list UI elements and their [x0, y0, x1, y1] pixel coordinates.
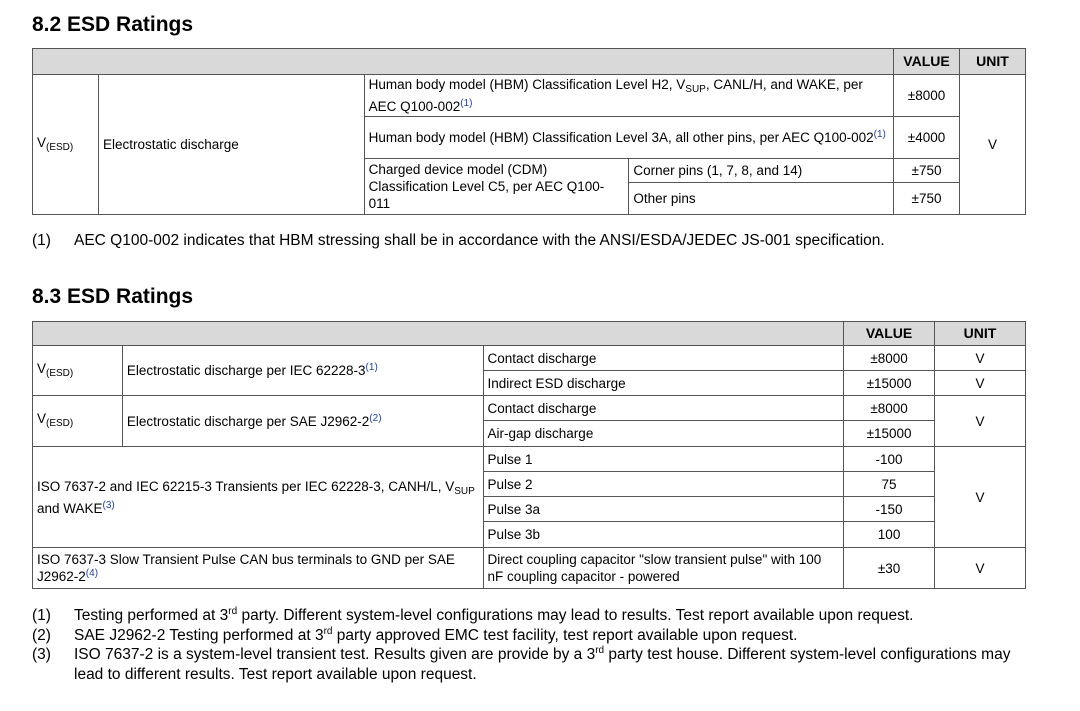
footnote-ref[interactable]: (2): [369, 412, 382, 424]
table-header-row: [33, 49, 1026, 75]
parameter-cell: ISO 7637-2 and IEC 62215-3 Transients per IEC 62228-3, CANH/L, $V_{SUP}$ and WAKE$^{(3)}$: [33, 447, 484, 548]
section-title-8-2: 8.2 ESD Ratings: [32, 13, 194, 36]
pins-cell: Corner pins (1, 7, 8, and 14): [629, 159, 894, 183]
header-unit: UNIT: [960, 49, 1026, 75]
value-cell: -100: [844, 447, 935, 472]
parameter-cell: Electrostatic discharge per SAE J2962-2$^{(2)}$: [122, 396, 483, 447]
footnote-item: (2) SAE J2962-2 Testing performed at 3rd party approved EMC test facility, test report available upon request.: [32, 625, 798, 644]
footnote-item: (1) Testing performed at 3rd party. Different system-level configurations may lead to results. Test report available upon request.: [32, 606, 914, 624]
value-cell: 75: [844, 472, 935, 497]
footnote-item: (1) AEC Q100-002 indicates that HBM stressing shall be in accordance with the ANSI/ESDA/JEDEC JS-001 specification.: [32, 232, 885, 249]
header-value: VALUE: [844, 322, 935, 346]
pins-cell: Other pins: [629, 183, 894, 215]
symbol-cell: $V_{(ESD)}$: [33, 396, 123, 447]
condition-cell: Human body model (HBM) Classification Level 3A, all other pins, per AEC Q100-002$^{(1)}$: [364, 117, 893, 159]
value-cell: ±8000: [894, 75, 960, 117]
header-unit: UNIT: [935, 322, 1026, 346]
value-cell: -150: [844, 497, 935, 522]
parameter-cell: ISO 7637-3 Slow Transient Pulse CAN bus terminals to GND per SAE J2962-2$^{(4)}$: [33, 548, 484, 589]
footnote-ref[interactable]: (1): [460, 98, 473, 109]
value-cell: ±30: [844, 548, 935, 589]
value-cell: ±8000: [844, 346, 935, 371]
value-cell: ±15000: [844, 371, 935, 396]
footnote-ref[interactable]: (3): [102, 499, 115, 511]
footnote-item: (3) ISO 7637-2 is a system-level transient test. Results given are provide by a 3rd party test house. Different system-level configurations may lead to different results. Test report available upon request.: [32, 645, 1011, 683]
footnotes-8-2: [32, 231, 885, 251]
condition-cell: Contact discharge: [483, 346, 844, 371]
section-title-8-3: 8.3 ESD Ratings: [32, 285, 194, 308]
footnote-ref[interactable]: (1): [873, 129, 886, 140]
condition-cell: Human body model (HBM) Classification Level H2, $V_{SUP}$, CANL/H, and WAKE, per AEC Q100-002$^{(1)}$: [364, 75, 893, 117]
table-row: [33, 447, 1026, 472]
header-value: VALUE: [894, 49, 960, 75]
condition-cell: Indirect ESD discharge: [483, 371, 844, 396]
condition-cell: Pulse 3a: [483, 497, 844, 522]
unit-cell: V: [935, 548, 1026, 589]
table-row: [33, 75, 1026, 117]
symbol-cell: $V_{(ESD)}$: [33, 75, 99, 215]
table-row: [33, 548, 1026, 589]
unit-cell: V: [960, 75, 1026, 215]
unit-cell: V: [935, 346, 1026, 371]
unit-cell: V: [935, 447, 1026, 548]
value-cell: ±8000: [844, 396, 935, 421]
condition-cell: Air-gap discharge: [483, 421, 844, 447]
footnotes-8-3: [32, 606, 1042, 684]
header-blank: [33, 322, 844, 346]
unit-cell: V: [935, 371, 1026, 396]
value-cell: ±750: [894, 159, 960, 183]
value-cell: ±15000: [844, 421, 935, 447]
value-cell: 100: [844, 522, 935, 548]
footnote-ref[interactable]: (1): [365, 362, 378, 373]
footnote-ref[interactable]: (4): [85, 568, 99, 579]
parameter-cell: Electrostatic discharge: [98, 75, 364, 215]
condition-cell: Direct coupling capacitor "slow transient pulse" with 100 nF coupling capacitor - powered: [483, 548, 844, 589]
value-cell: ±4000: [894, 117, 960, 159]
condition-cell: Pulse 2: [483, 472, 844, 497]
condition-cell: Pulse 3b: [483, 522, 844, 548]
esd-ratings-table-8-3: [32, 321, 1026, 589]
table-header-row: [33, 322, 1026, 346]
cdm-condition-cell: Charged device model (CDM) Classification Level C5, per AEC Q100-011: [364, 159, 629, 215]
esd-ratings-table-8-2: [32, 48, 1026, 215]
parameter-cell: Electrostatic discharge per IEC 62228-3$^{(1)}$: [122, 346, 483, 396]
header-blank: [33, 49, 894, 75]
value-cell: ±750: [894, 183, 960, 215]
symbol-cell: $V_{(ESD)}$: [33, 346, 123, 396]
condition-cell: Contact discharge: [483, 396, 844, 421]
condition-cell: Pulse 1: [483, 447, 844, 472]
table-row: [33, 396, 1026, 421]
unit-cell: V: [935, 396, 1026, 447]
table-row: [33, 346, 1026, 371]
